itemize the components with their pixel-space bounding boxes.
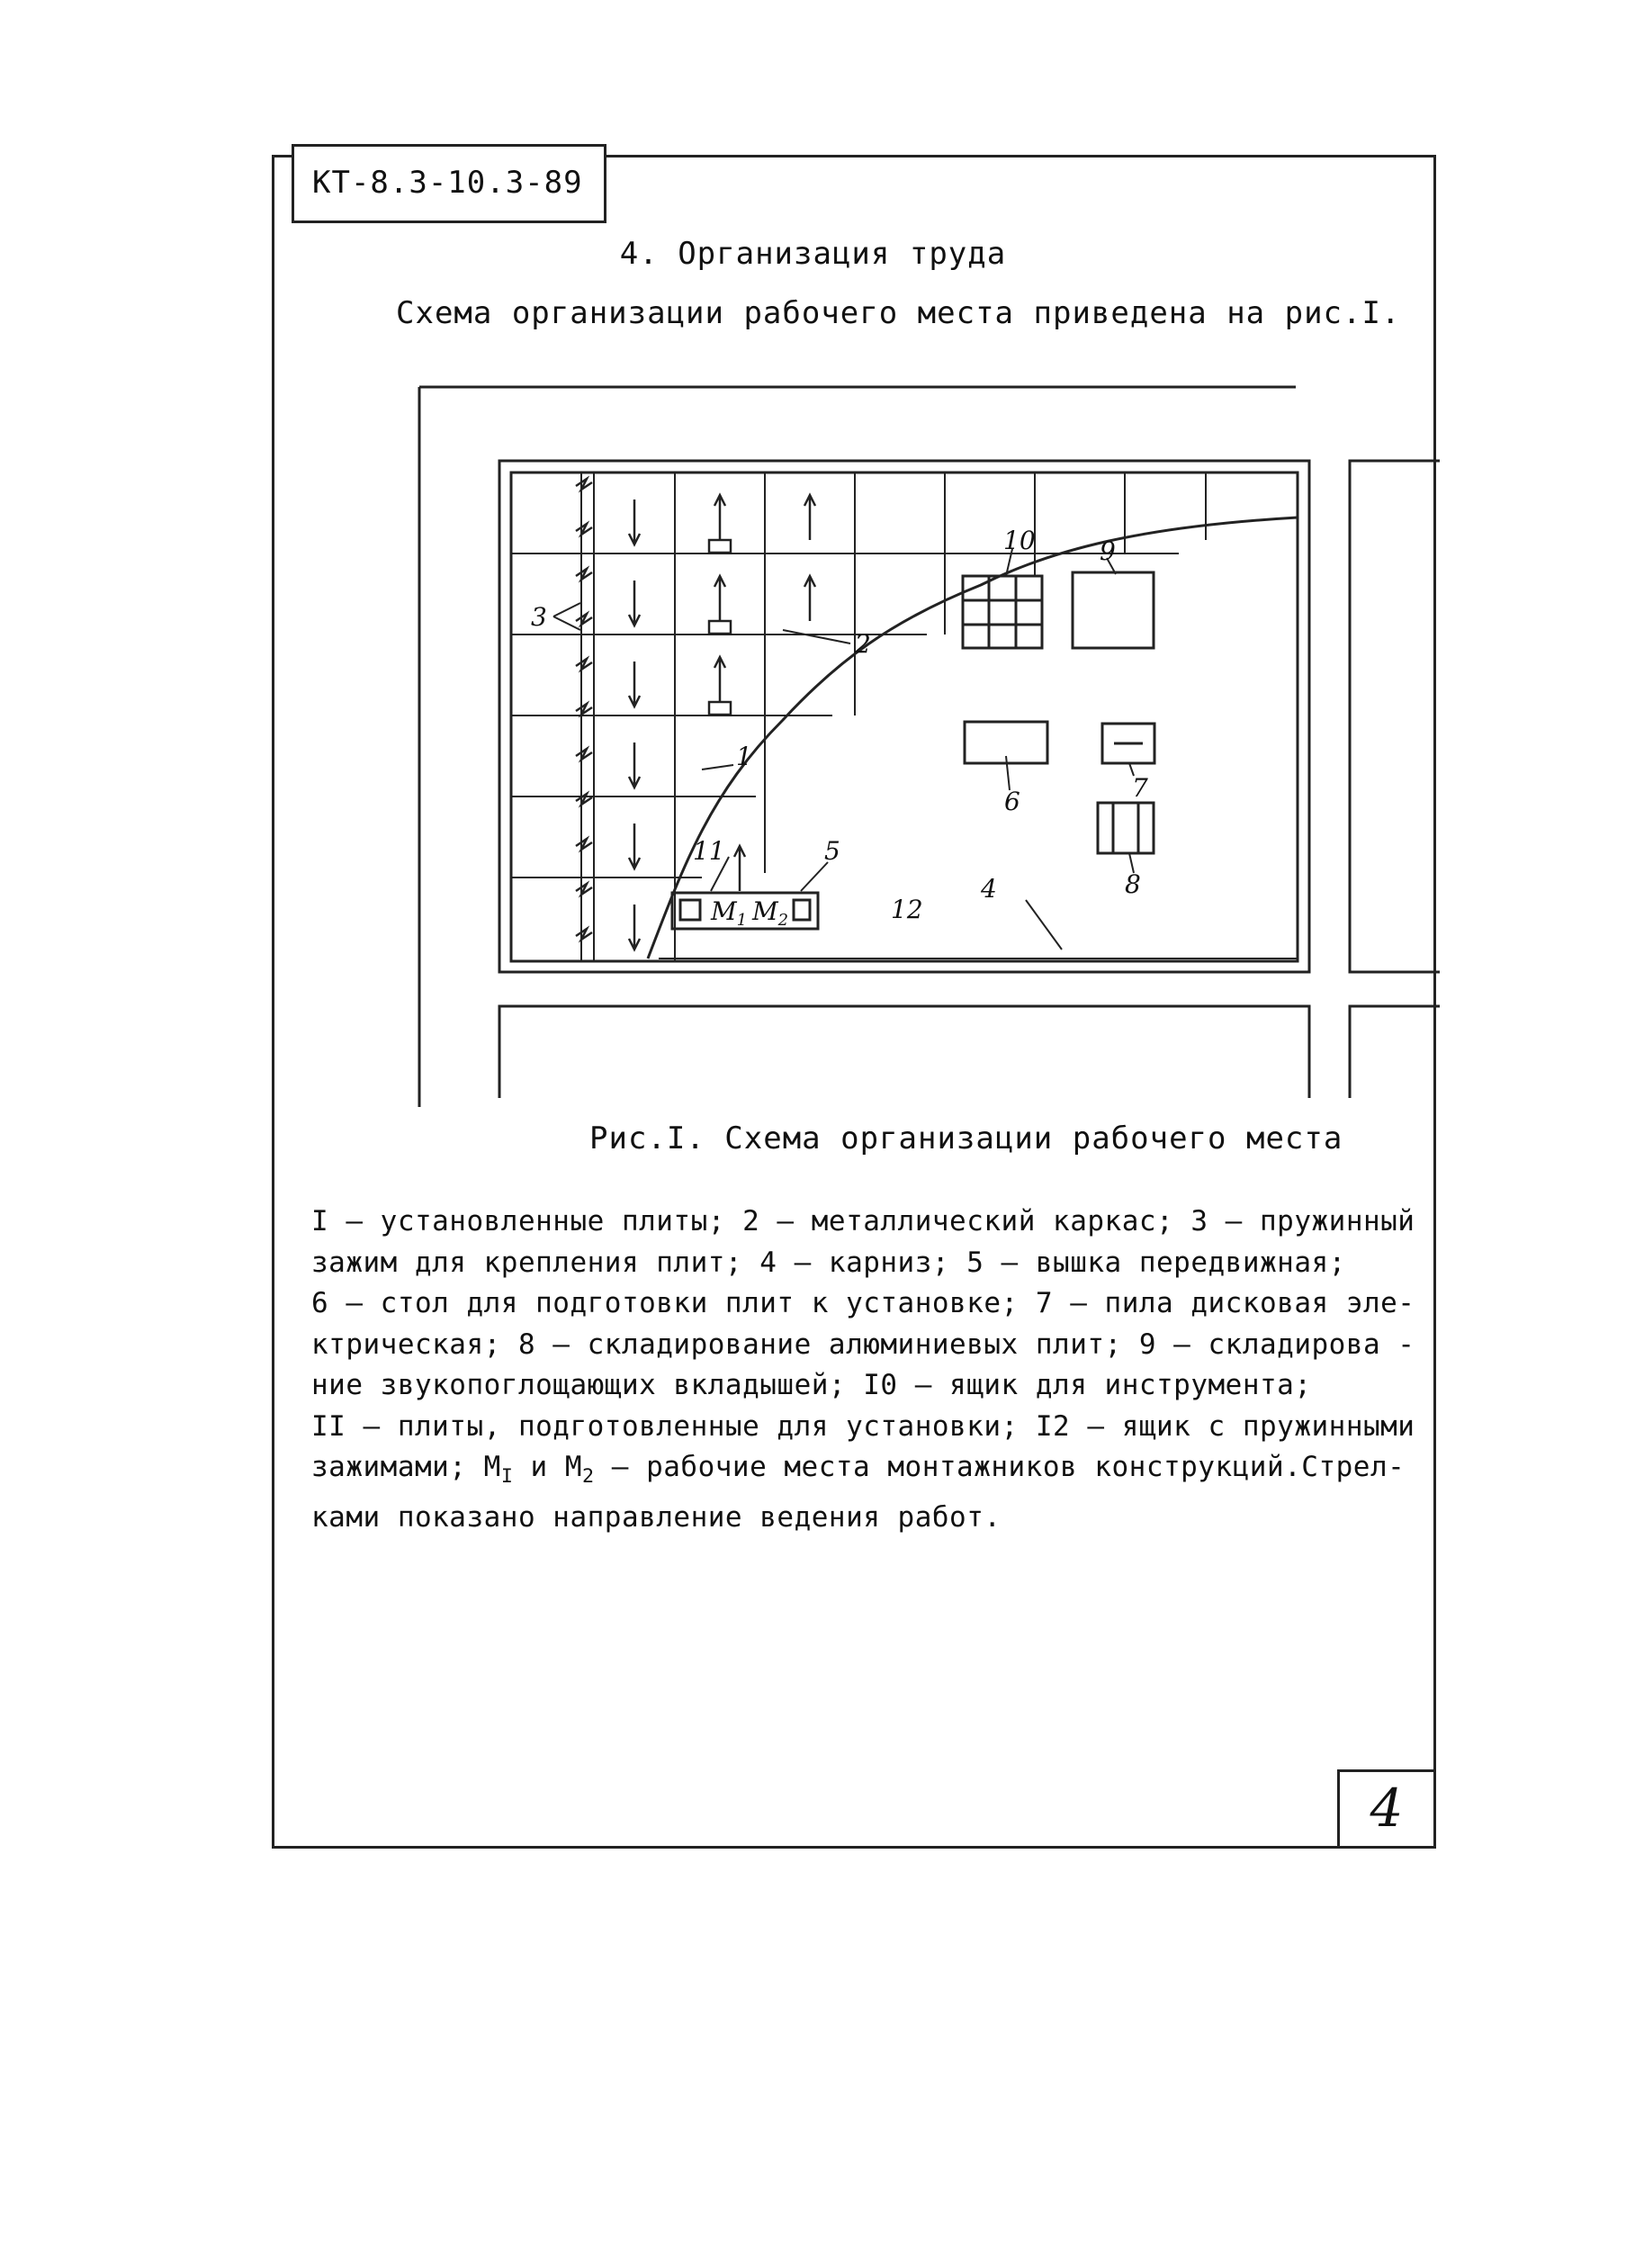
callout-8: 8 <box>1125 869 1141 899</box>
spring-clamps <box>576 479 592 940</box>
document-code: КТ-8.3-10.3-89 <box>312 165 583 201</box>
callout-9: 9 <box>1100 536 1116 566</box>
aluminium-plate-stack <box>1098 803 1154 853</box>
callout-labels <box>531 526 1148 930</box>
callout-2: 2 <box>855 629 871 659</box>
sound-insert-storage <box>1073 572 1154 648</box>
legend-line: зажим для крепления плит; 4 – карниз; 5 – вышка передвижная; <box>311 1246 1346 1279</box>
callout-1: 1 <box>736 742 752 771</box>
section-title: 4. Организация труда <box>619 236 1007 272</box>
legend-line: I – установленные плиты; 2 – металлический каркас; 3 – пружинный <box>311 1205 1415 1238</box>
worker-m1-label: $M_1$ <box>711 896 748 930</box>
callout-12: 12 <box>891 895 923 924</box>
figure-legend <box>311 1202 1436 1538</box>
worker-m2-label: $M_2$ <box>752 896 789 930</box>
ceiling-frame-inner <box>511 472 1298 961</box>
legend-line: ние звукопоглощающих вкладышей; I0 – ящик для инструмента; <box>311 1369 1312 1401</box>
intro-text: Схема организации рабочего места приведена на рис.I. <box>396 295 1401 331</box>
callout-6: 6 <box>1004 787 1020 816</box>
lower-zone <box>499 1006 1440 1098</box>
callout-4: 4 <box>981 874 997 904</box>
workplace-diagram <box>405 360 1440 1107</box>
callout-10: 10 <box>1003 526 1036 555</box>
legend-line: ктрическая; 8 – складирование алюминиевых плит; 9 – складирова - <box>311 1328 1415 1361</box>
document-code-box <box>292 144 606 223</box>
callout-11: 11 <box>693 836 725 866</box>
callout-3: 3 <box>531 602 547 632</box>
legend-line: II – плиты, подготовленные для установки; I2 – ящик с пружинными <box>311 1409 1415 1443</box>
page-number: 4 <box>1370 1778 1404 1839</box>
legend-line: 6 – стол для подготовки плит к установке; 7 – пила дисковая эле- <box>311 1287 1415 1319</box>
legend-line: ками показано направление ведения работ. <box>311 1500 1002 1534</box>
callout-5: 5 <box>824 836 840 866</box>
circular-saw <box>1102 724 1154 763</box>
callout-7: 7 <box>1132 773 1148 803</box>
direction-arrows-down <box>629 500 640 950</box>
figure-caption: Рис.I. Схема организации рабочего места <box>589 1120 1343 1156</box>
page-number-box <box>1337 1769 1436 1849</box>
legend-line: зажимами; $M_I$ и $M_2$ – рабочие места монтажников конструкций.Стрел- <box>311 1451 1406 1489</box>
adjacent-zone <box>1350 461 1440 972</box>
room-outline <box>419 387 1296 1107</box>
